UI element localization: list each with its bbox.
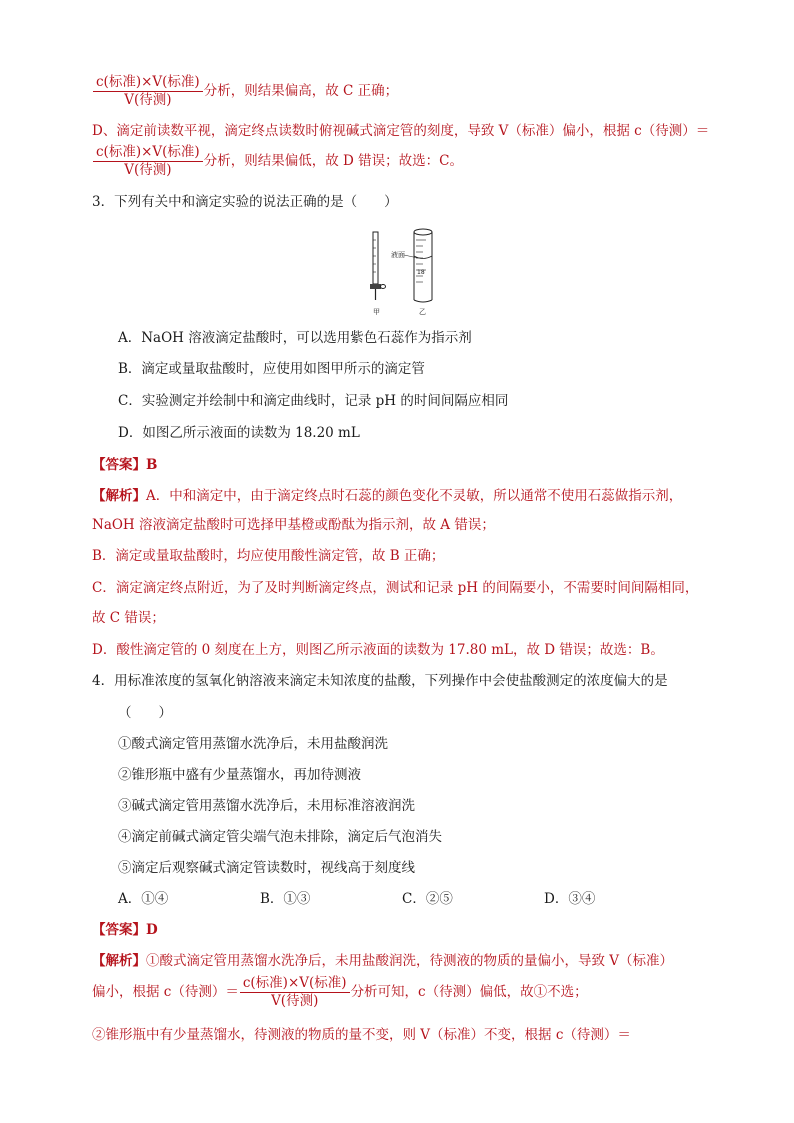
explanation-line: 故 C 错误； xyxy=(92,610,165,626)
figure-label-yi: 乙 xyxy=(419,308,426,316)
options-row xyxy=(118,889,710,909)
explanation-label: 【解析】 xyxy=(92,488,146,504)
question-4-stem: 4．用标准浓度的氢氧化钠溶液来滴定未知浓度的盐酸，下列操作中会使盐酸测定的浓度偏大的是 xyxy=(92,673,668,689)
option-b: B．①③ xyxy=(260,891,311,907)
explanation-text: 分析，则结果偏低，故 D 错误；故选：C。 xyxy=(203,153,463,169)
option-d: D．如图乙所示液面的读数为 18.20 mL xyxy=(118,425,360,441)
burette-jia-icon xyxy=(370,232,386,300)
statement-item: ⑤滴定后观察碱式滴定管读数时，视线高于刻度线 xyxy=(118,860,415,876)
statement-item: ③碱式滴定管用蒸馏水洗净后，未用标准溶液润洗 xyxy=(118,798,415,814)
option-b: B．滴定或量取盐酸时，应使用如图甲所示的滴定管 xyxy=(118,361,425,377)
explanation-line: ②锥形瓶中有少量蒸馏水，待测液的物质的量不变，则 V（标准）不变，根据 c（待测）＝ xyxy=(92,1027,631,1043)
fraction-numerator: c(标准)×V(标准) xyxy=(93,144,203,162)
explanation-text: ①酸式滴定管用蒸馏水洗净后，未用盐酸润洗，待测液的物质的量偏小，导致 V（标准） xyxy=(146,953,674,969)
option-a: A．NaOH 溶液滴定盐酸时，可以选用紫色石蕊作为指示剂 xyxy=(118,330,472,346)
statement-item: ②锥形瓶中盛有少量蒸馏水，再加待测液 xyxy=(118,767,361,783)
statement-item: ④滴定前碱式滴定管尖端气泡未排除，滴定后气泡消失 xyxy=(118,829,442,845)
explanation-line xyxy=(92,951,710,971)
fraction xyxy=(93,144,203,179)
burette-figure xyxy=(360,226,442,316)
option-c: C．②⑤ xyxy=(402,891,453,907)
answer-label: 【答案】B xyxy=(92,457,158,473)
fraction-denominator: V(待测) xyxy=(271,993,319,1009)
explanation-line xyxy=(92,486,710,506)
figure-label-liquid-level: 液面 xyxy=(391,251,405,259)
fraction-denominator: V(待测) xyxy=(124,162,172,178)
explanation-label: 【解析】 xyxy=(92,953,146,969)
option-d: D．③④ xyxy=(544,891,596,907)
explanation-c-tail xyxy=(92,74,710,109)
fraction-numerator: c(标准)×V(标准) xyxy=(93,74,203,92)
fraction-denominator: V(待测) xyxy=(124,92,172,108)
option-a: A．①④ xyxy=(118,891,169,907)
explanation-text: 分析，则结果偏高，故 C 正确； xyxy=(203,83,399,99)
fraction-numerator: c(标准)×V(标准) xyxy=(240,975,350,993)
question-4-paren: （ ） xyxy=(118,705,172,721)
explanation-line: C．滴定滴定终点附近，为了及时判断滴定终点，测试和记录 pH 的间隔要小，不需要时间间隔相同， xyxy=(92,580,699,596)
answer-label: 【答案】D xyxy=(92,922,158,938)
figure-scale-mark: 18 xyxy=(417,269,425,276)
explanation-line xyxy=(92,975,710,1010)
explanation-line: NaOH 溶液滴定盐酸时可选择甲基橙或酚酞为指示剂，故 A 错误； xyxy=(92,517,495,533)
explanation-d: D、滴定前读数平视，滴定终点读数时俯视碱式滴定管的刻度，导致 V（标准）偏小，根据 c（待测）＝ xyxy=(92,123,710,139)
burette-yi-icon xyxy=(404,229,432,302)
explanation-text: 偏小，根据 c（待测）＝ xyxy=(92,984,239,1000)
statement-item: ①酸式滴定管用蒸馏水洗净后，未用盐酸润洗 xyxy=(118,736,388,752)
fraction xyxy=(240,975,350,1010)
explanation-line: B．滴定或量取盐酸时，均应使用酸性滴定管，故 B 正确； xyxy=(92,548,445,564)
option-c: C．实验测定并绘制中和滴定曲线时，记录 pH 的时间间隔应相同 xyxy=(118,393,509,409)
explanation-text: A．中和滴定中，由于滴定终点时石蕊的颜色变化不灵敏，所以通常不使用石蕊做指示剂， xyxy=(146,488,683,504)
explanation-line: D．酸性滴定管的 0 刻度在上方，则图乙所示液面的读数为 17.80 mL，故 D 错误；故选：B。 xyxy=(92,642,664,658)
question-3-stem: 3．下列有关中和滴定实验的说法正确的是（ ） xyxy=(92,194,398,210)
figure-label-jia: 甲 xyxy=(373,308,380,316)
explanation-text: 分析可知，c（待测）偏低，故①不选； xyxy=(350,984,588,1000)
explanation-d-tail xyxy=(92,144,710,179)
fraction xyxy=(93,74,203,109)
